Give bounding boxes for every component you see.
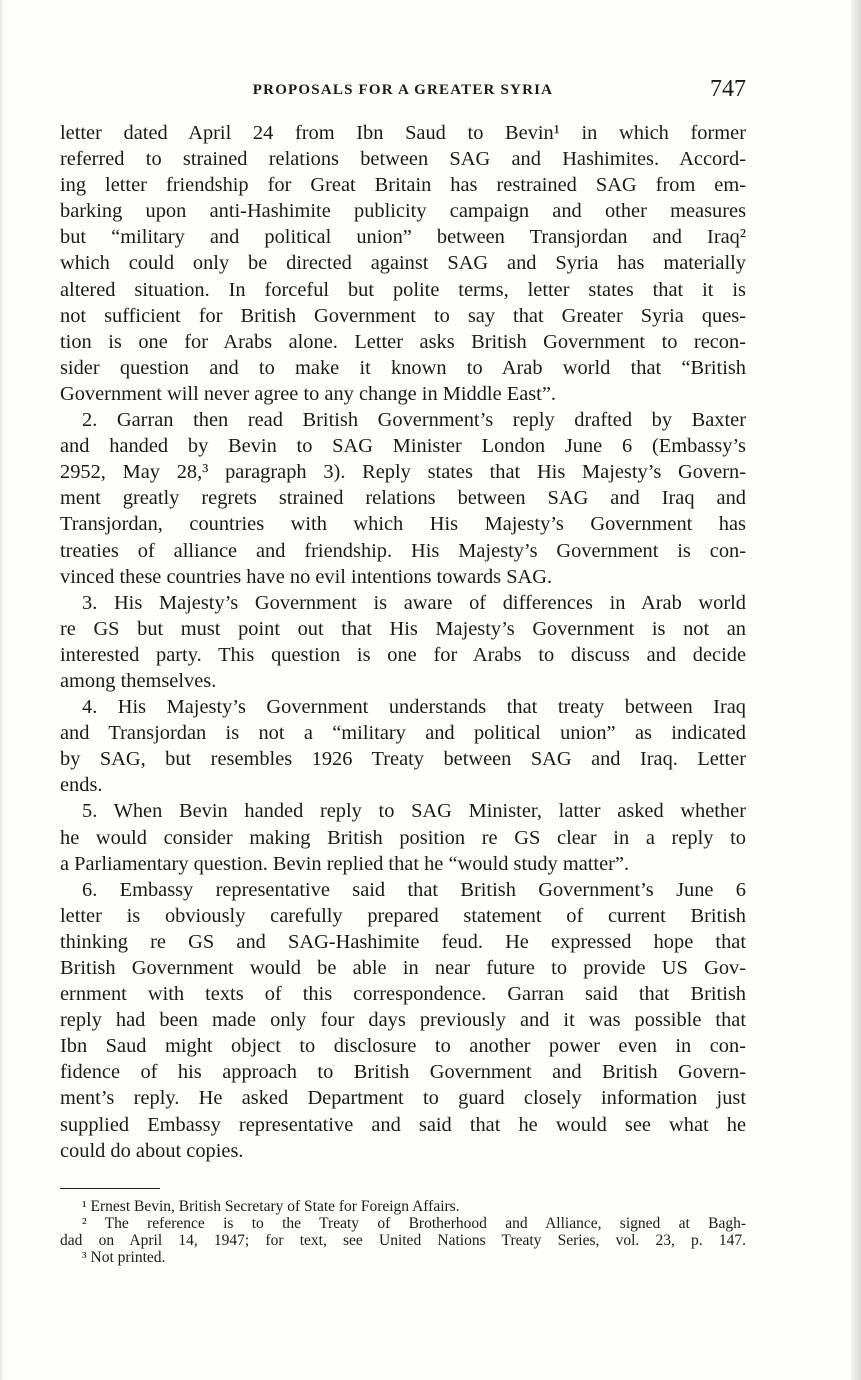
page-left-edge bbox=[0, 0, 4, 1380]
body-line: reply had been made only four days previously and it was possible that bbox=[60, 1009, 746, 1032]
body-line: ernment with texts of this correspondence. Garran said that British bbox=[60, 983, 746, 1006]
body-line: fidence of his approach to British Government and British Govern- bbox=[60, 1061, 746, 1084]
body-line: but “military and political union” between Transjordan and Iraq² bbox=[60, 226, 746, 249]
body-line: supplied Embassy representative and said that he would see what he bbox=[60, 1113, 746, 1136]
body-line: 6. Embassy representative said that British Government’s June 6 bbox=[82, 878, 746, 901]
body-line: could do about copies. bbox=[60, 1139, 244, 1162]
body-line: British Government would be able in near future to provide US Gov- bbox=[60, 957, 746, 979]
body-line: treaties of alliance and friendship. His Majesty’s Government is con- bbox=[60, 539, 746, 562]
footnotes bbox=[60, 1198, 746, 1266]
body-line: by SAG, but resembles 1926 Treaty between SAG and Iraq. Letter bbox=[60, 748, 746, 771]
footnote-rule bbox=[60, 1188, 160, 1189]
body-line: not sufficient for British Government to say that Greater Syria ques- bbox=[60, 304, 746, 327]
body-line: interested party. This question is one for Arabs to discuss and decide bbox=[60, 643, 746, 666]
body-line: Transjordan, countries with which His Majesty’s Government has bbox=[60, 513, 746, 536]
body-line: Government will never agree to any change in Middle East”. bbox=[60, 382, 556, 405]
body-text bbox=[60, 120, 746, 1164]
body-line: and handed by Bevin to SAG Minister London June 6 (Embassy’s bbox=[60, 435, 746, 458]
body-line: sider question and to make it known to Arab world that “British bbox=[60, 356, 746, 379]
body-line: altered situation. In forceful but polite terms, letter states that it is bbox=[60, 278, 746, 301]
footnote-line: dad on April 14, 1947; for text, see United Nations Treaty Series, vol. 23, p. 147. bbox=[60, 1232, 746, 1249]
body-line: thinking re GS and SAG-Hashimite feud. He expressed hope that bbox=[60, 930, 746, 953]
body-line: tion is one for Arabs alone. Letter asks British Government to recon- bbox=[60, 330, 746, 353]
body-line: vinced these countries have no evil intentions towards SAG. bbox=[60, 565, 553, 588]
body-line: 4. His Majesty’s Government understands that treaty between Iraq bbox=[82, 696, 746, 719]
running-head bbox=[60, 78, 746, 104]
body-line: among themselves. bbox=[60, 669, 217, 692]
body-line: and Transjordan is not a “military and political union” as indicated bbox=[60, 722, 746, 745]
body-line: 2952, May 28,³ paragraph 3). Reply states that His Majesty’s Govern- bbox=[60, 461, 746, 484]
body-line: 2. Garran then read British Government’s reply drafted by Baxter bbox=[82, 409, 746, 432]
body-line: ment’s reply. He asked Department to guard closely information just bbox=[60, 1087, 746, 1110]
body-line: which could only be directed against SAG and Syria has materially bbox=[60, 252, 746, 275]
body-line: a Parliamentary question. Bevin replied that he “would study matter”. bbox=[60, 852, 630, 875]
body-line: he would consider making British position re GS clear in a reply to bbox=[60, 826, 746, 849]
body-line: 5. When Bevin handed reply to SAG Minister, latter asked whether bbox=[82, 800, 746, 823]
body-line: ing letter friendship for Great Britain has restrained SAG from em- bbox=[60, 174, 746, 197]
body-line: re GS but must point out that His Majesty’s Government is not an bbox=[60, 617, 746, 640]
body-line: referred to strained relations between SAG and Hashimites. Accord- bbox=[60, 148, 746, 171]
body-line: letter dated April 24 from Ibn Saud to Bevin¹ in which former bbox=[60, 122, 746, 144]
page-number: 747 bbox=[710, 76, 746, 102]
body-line: ment greatly regrets strained relations between SAG and Iraq and bbox=[60, 487, 746, 510]
body-line: ends. bbox=[60, 774, 103, 797]
page-right-edge bbox=[851, 0, 861, 1380]
body-line: 3. His Majesty’s Government is aware of differences in Arab world bbox=[82, 591, 746, 614]
body-line: letter is obviously carefully prepared statement of current British bbox=[60, 904, 746, 927]
body-line: barking upon anti-Hashimite publicity campaign and other measures bbox=[60, 200, 746, 223]
body-line: Ibn Saud might object to disclosure to another power even in con- bbox=[60, 1035, 746, 1058]
footnote-line: ³ Not printed. bbox=[82, 1249, 166, 1266]
footnote-line: ¹ Ernest Bevin, British Secretary of State for Foreign Affairs. bbox=[82, 1198, 460, 1215]
footnote-line: ² The reference is to the Treaty of Brotherhood and Alliance, signed at Bagh- bbox=[82, 1215, 746, 1232]
running-head-title: PROPOSALS FOR A GREATER SYRIA bbox=[252, 82, 554, 98]
